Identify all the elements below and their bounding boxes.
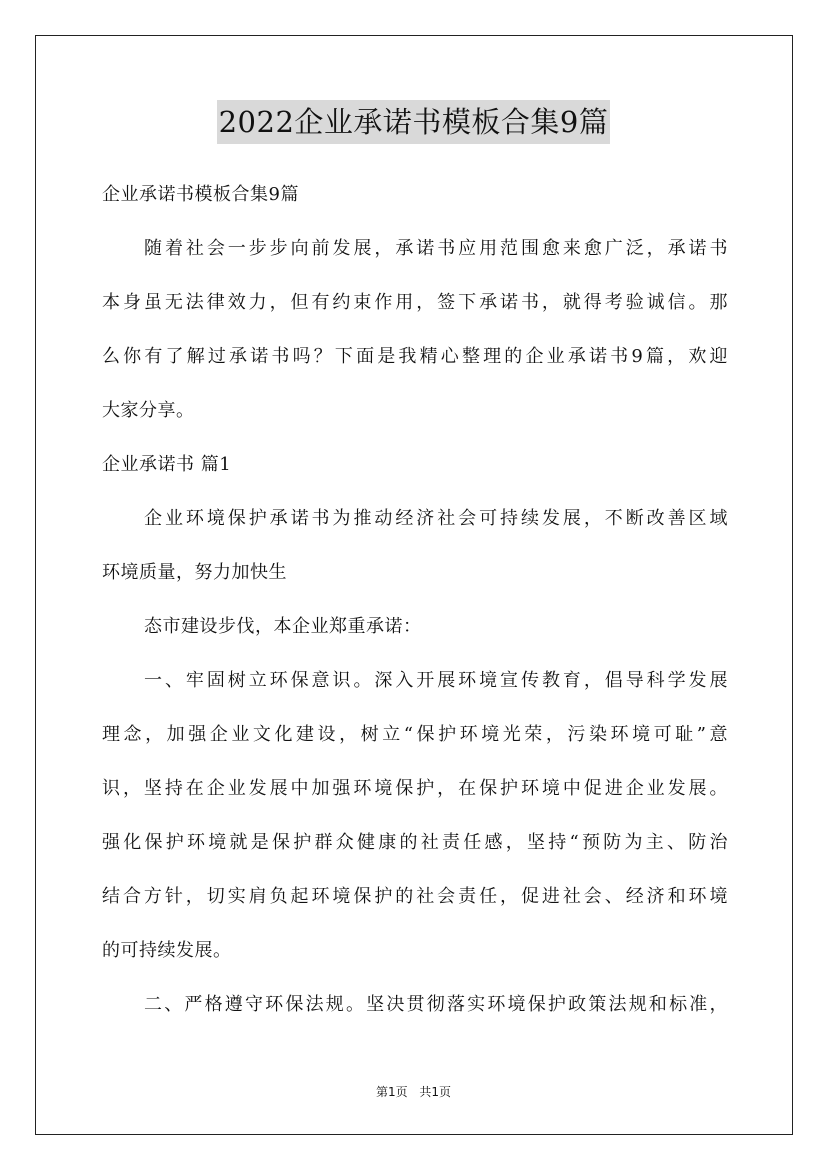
paragraph-line: 随着社会一步步向前发展，承诺书应用范围愈来愈广泛，承诺书 [144, 238, 728, 259]
section-heading: 企业承诺书 篇1 [102, 454, 232, 475]
paragraph-line: 大家分享。 [102, 400, 195, 421]
paragraph-line: 企业环境保护承诺书为推动经济社会可持续发展，不断改善区域 [144, 508, 728, 529]
document-body [102, 168, 728, 1032]
paragraph-line: 一、牢固树立环保意识。深入开展环境宣传教育，倡导科学发展 [144, 670, 728, 691]
paragraph-line: 态市建设步伐，本企业郑重承诺： [144, 616, 422, 637]
page-footer [0, 1083, 827, 1100]
page-number: 第1页 [375, 1085, 408, 1099]
paragraph-line: 识，坚持在企业发展中加强环境保护，在保护环境中促进企业发展。 [102, 778, 728, 799]
page-total: 共1页 [419, 1085, 452, 1099]
paragraph-line: 理念，加强企业文化建设，树立“保护环境光荣，污染环境可耻”意 [102, 724, 728, 745]
subtitle-line: 企业承诺书模板合集9篇 [102, 184, 299, 205]
paragraph-line: 结合方针，切实肩负起环境保护的社会责任，促进社会、经济和环境 [102, 886, 728, 907]
paragraph-line: 本身虽无法律效力，但有约束作用，签下承诺书，就得考验诚信。那 [102, 292, 728, 313]
document-title: 2022企业承诺书模板合集9篇 [217, 100, 611, 144]
paragraph-line: 强化保护环境就是保护群众健康的社责任感，坚持“预防为主、防治 [102, 832, 728, 853]
paragraph-line: 二、严格遵守环保法规。坚决贯彻落实环境保护政策法规和标准， [144, 994, 728, 1015]
paragraph-line: 么你有了解过承诺书吗？下面是我精心整理的企业承诺书9篇，欢迎 [102, 346, 728, 367]
paragraph-line: 的可持续发展。 [102, 940, 232, 961]
title-container [0, 100, 827, 144]
paragraph-line: 环境质量，努力加快生 [102, 562, 287, 583]
